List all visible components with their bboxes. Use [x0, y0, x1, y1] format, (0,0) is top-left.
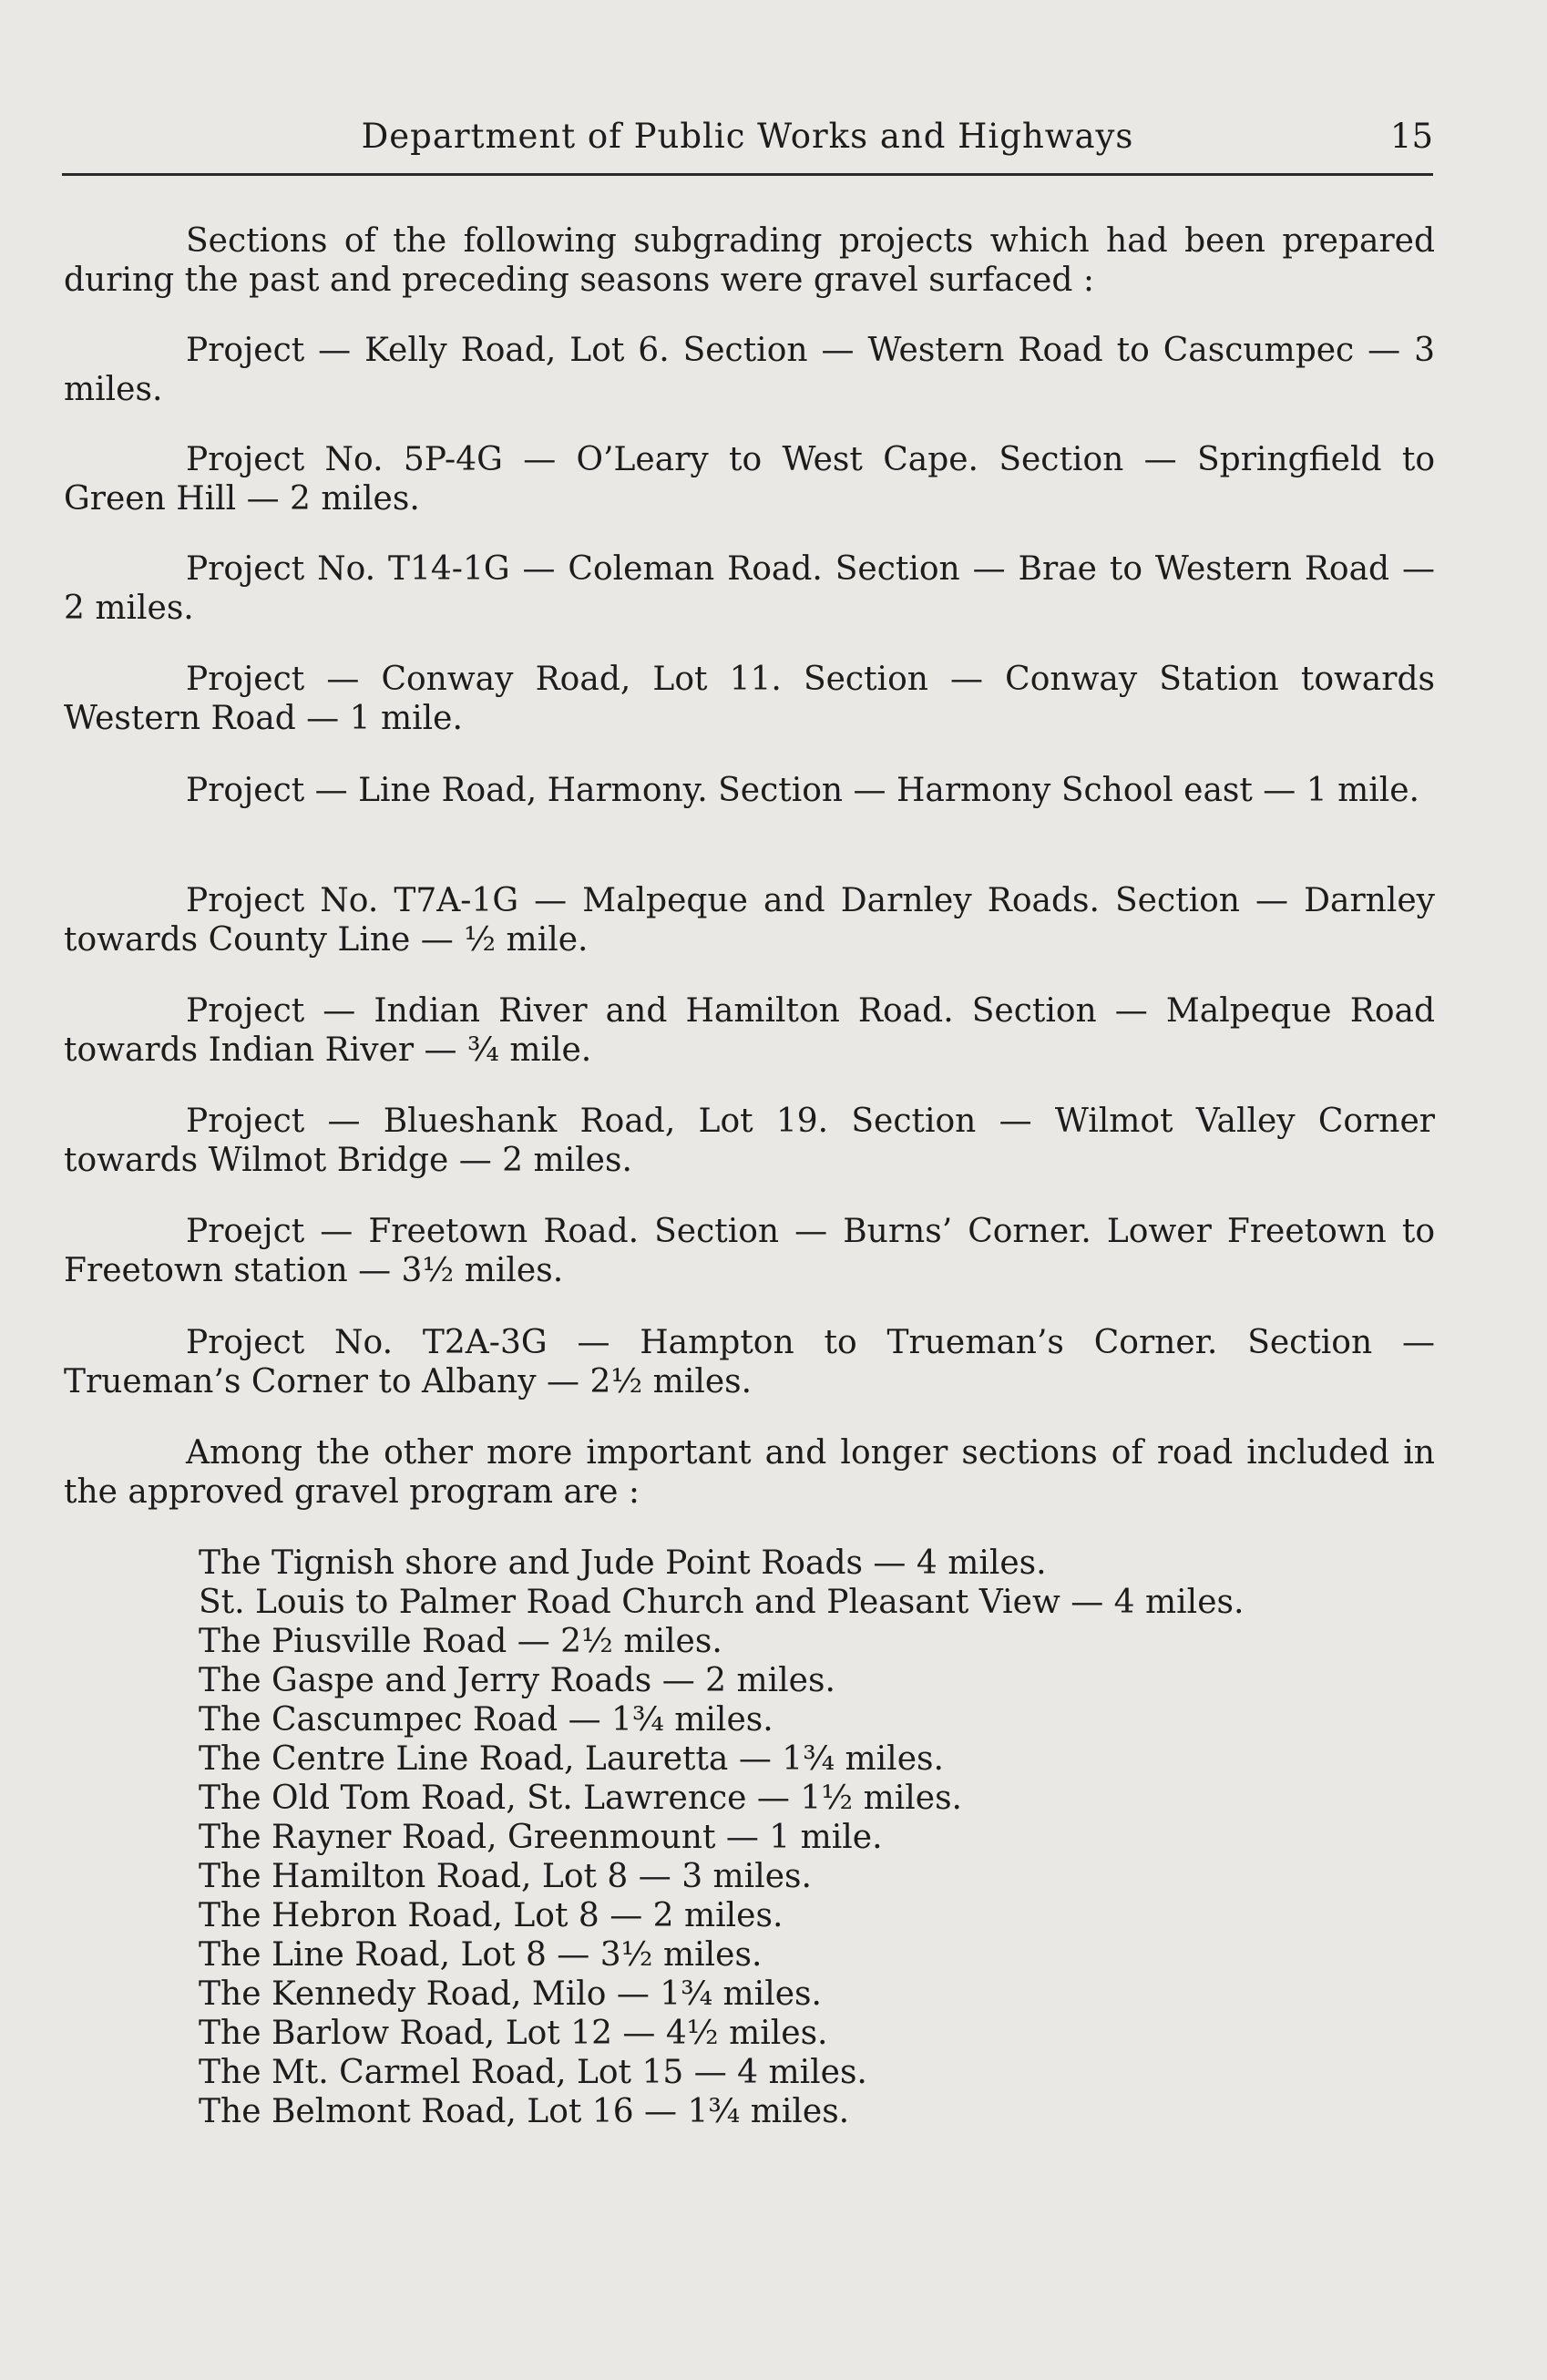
list-item: The Belmont Road, Lot 16 — 1¾ miles. [199, 2093, 850, 2130]
gravel-program-road-list [199, 1544, 1474, 2131]
intro-paragraph: Sections of the following subgrading projects which had been prepared during the past and preceding seasons were gravel surfaced : [64, 222, 1435, 299]
project-paragraph: Project — Indian River and Hamilton Road. Section — Malpeque Road towards Indian River — ¾ mile. [64, 992, 1435, 1069]
list-item: The Centre Line Road, Lauretta — 1¾ miles. [199, 1740, 944, 1778]
list-item: The Rayner Road, Greenmount — 1 mile. [199, 1819, 883, 1856]
project-paragraph: Project No. T2A-3G — Hampton to Trueman’s Corner. Section — Trueman’s Corner to Albany — 2½ miles. [64, 1324, 1435, 1400]
list-item: The Barlow Road, Lot 12 — 4½ miles. [199, 2015, 828, 2052]
list-item: The Piusville Road — 2½ miles. [199, 1623, 722, 1660]
project-paragraph: Proejct — Freetown Road. Section — Burns’ Corner. Lower Freetown to Freetown station — 3½ miles. [64, 1213, 1435, 1289]
project-paragraph: Project — Kelly Road, Lot 6. Section — Western Road to Cascumpec — 3 miles. [64, 332, 1435, 408]
list-item: The Old Tom Road, St. Lawrence — 1½ miles. [199, 1780, 962, 1817]
project-paragraph: Project No. 5P-4G — O’Leary to West Cape. Section — Springfield to Green Hill — 2 miles. [64, 441, 1435, 518]
page-number: 15 [1389, 117, 1433, 156]
list-item: The Line Road, Lot 8 — 3½ miles. [199, 1936, 763, 1974]
project-paragraph: Project No. T7A-1G — Malpeque and Darnley Roads. Section — Darnley towards County Line — ½ mile. [64, 882, 1435, 959]
list-item: The Kennedy Road, Milo — 1¾ miles. [199, 1975, 822, 2013]
page-header [62, 117, 1433, 176]
program-intro-paragraph: Among the other more important and longer sections of road included in the approved gravel program are : [64, 1434, 1435, 1511]
project-paragraph: Project — Blueshank Road, Lot 19. Section — Wilmot Valley Corner towards Wilmot Bridge — 2 miles. [64, 1103, 1435, 1179]
list-item: The Cascumpec Road — 1¾ miles. [199, 1701, 774, 1739]
list-item: The Tignish shore and Jude Point Roads — 4 miles. [199, 1544, 1047, 1582]
project-paragraph: Project No. T14-1G — Coleman Road. Section — Brae to Western Road — 2 miles. [64, 550, 1435, 627]
list-item: The Gaspe and Jerry Roads — 2 miles. [199, 1662, 835, 1699]
list-item: The Hamilton Road, Lot 8 — 3 miles. [199, 1858, 812, 1895]
project-paragraph: Project — Conway Road, Lot 11. Section — Conway Station towards Western Road — 1 mile. [64, 661, 1435, 737]
list-item: The Hebron Road, Lot 8 — 2 miles. [199, 1897, 784, 1934]
list-item: The Mt. Carmel Road, Lot 15 — 4 miles. [199, 2054, 867, 2091]
list-item: St. Louis to Palmer Road Church and Pleasant View — 4 miles. [199, 1584, 1245, 1621]
running-title: Department of Public Works and Highways [361, 117, 1134, 156]
project-paragraph: Project — Line Road, Harmony. Section — Harmony School east — 1 mile. [186, 772, 1419, 809]
